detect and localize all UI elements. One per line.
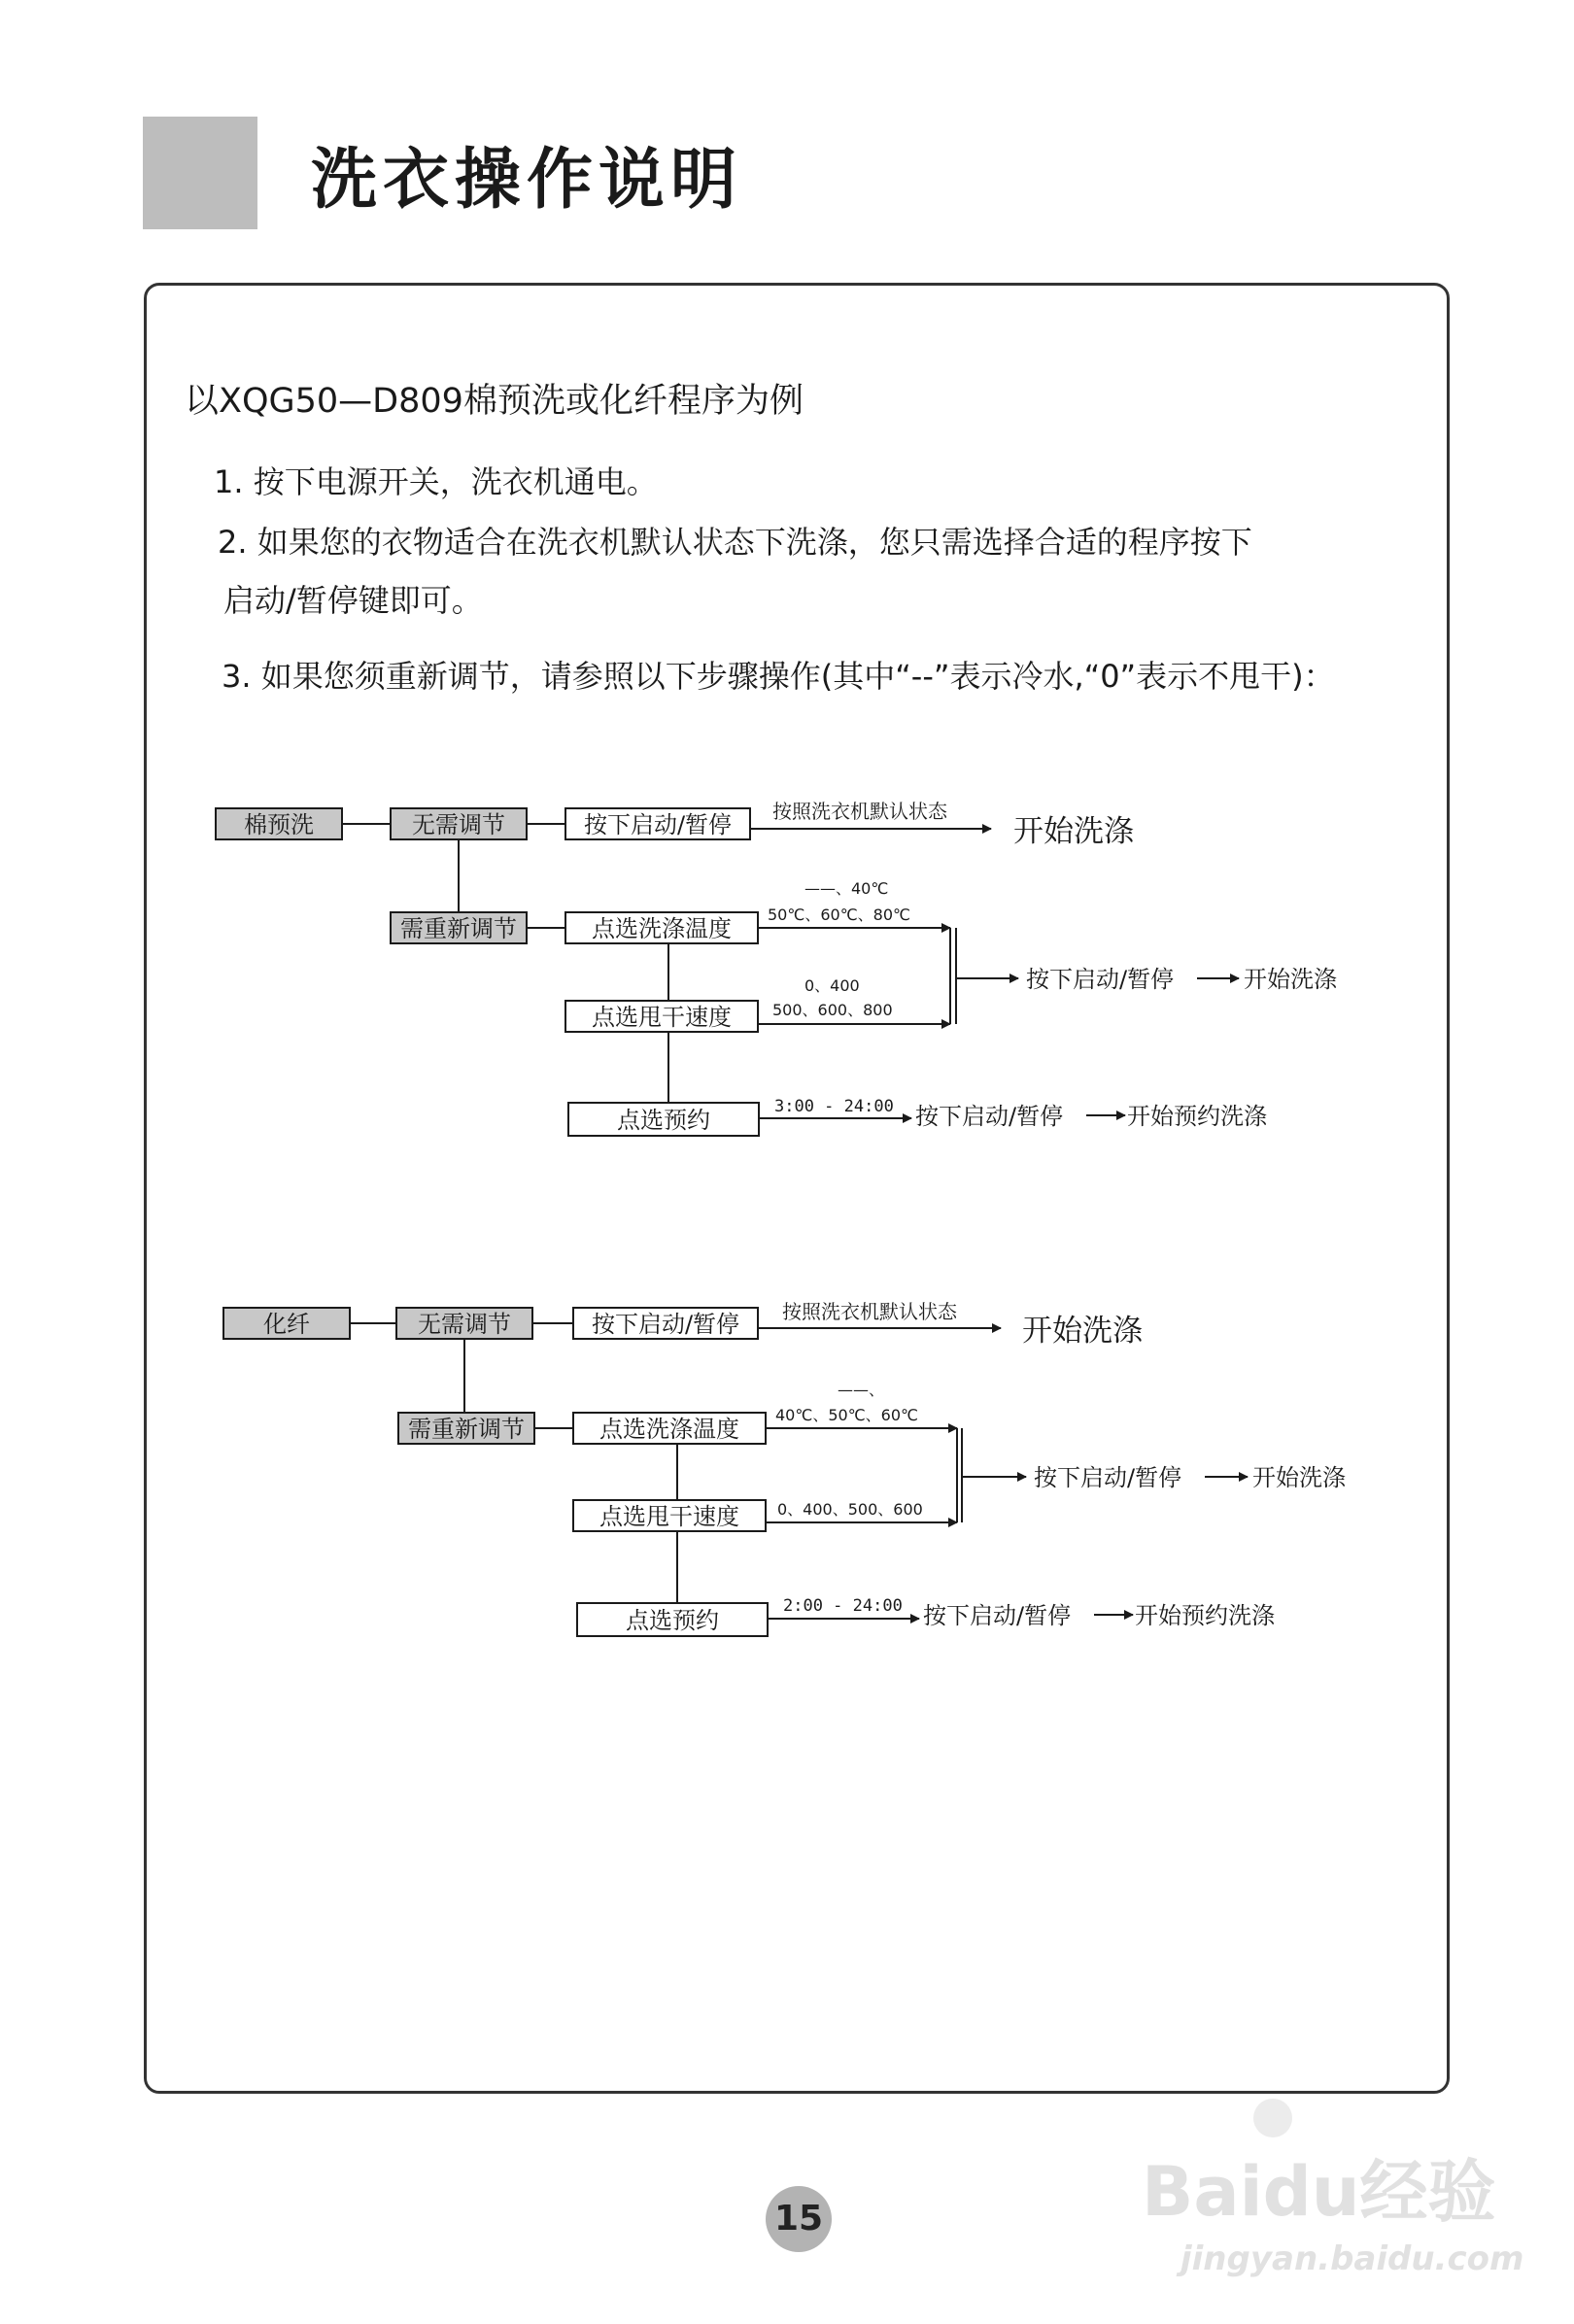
temp-options-1: ——、40℃ (804, 879, 889, 898)
merge-press-label: 按下启动/暂停 (1026, 966, 1175, 993)
need-adjust-label-2: 需重新调节 (408, 1416, 525, 1443)
start-wash-label-2: 开始洗涤 (1022, 1314, 1143, 1349)
spin-options-1: 0、400 (804, 976, 860, 995)
default-state-note: 按照洗衣机默认状态 (772, 800, 947, 823)
schedule-start-label: 开始预约洗涤 (1127, 1103, 1267, 1130)
merge-start-label-2: 开始洗涤 (1252, 1464, 1346, 1491)
watermark-url: jingyan.baidu.com (1180, 2239, 1524, 2278)
page-title: 洗衣操作说明 (311, 142, 743, 219)
no-adjust-label: 无需调节 (412, 811, 505, 838)
spin-options-2: 500、600、800 (772, 1001, 893, 1019)
step-2-continued: 启动/暂停键即可。 (223, 582, 483, 619)
schedule-start-label-2: 开始预约洗涤 (1135, 1602, 1275, 1629)
step-1: 1. 按下电源开关，洗衣机通电。 (214, 463, 658, 500)
temp-options-2: 50℃、60℃、80℃ (768, 906, 910, 924)
press-start-label: 按下启动/暂停 (583, 811, 733, 838)
spin-options-2-1: 0、400、500、600 (777, 1500, 923, 1519)
temp-options-2-1: ——、 (838, 1381, 885, 1399)
flowchart-cotton-prewash-text (244, 800, 1338, 1134)
spin-label-2: 点选甩干速度 (599, 1503, 739, 1530)
schedule-label: 点选预约 (617, 1107, 710, 1134)
schedule-press-label-2: 按下启动/暂停 (923, 1602, 1072, 1629)
temp-options-2-2: 40℃、50℃、60℃ (775, 1406, 918, 1424)
program-label-synthetic: 化纤 (263, 1311, 310, 1338)
schedule-label-2: 点选预约 (626, 1607, 719, 1634)
paw-watermark-icon (1253, 2099, 1292, 2137)
temp-label: 点选洗涤温度 (592, 915, 732, 942)
flowchart-synthetic-text (263, 1300, 1347, 1634)
program-label-cotton: 棉预洗 (244, 811, 314, 838)
merge-press-label-2: 按下启动/暂停 (1034, 1464, 1182, 1491)
default-state-note-2: 按照洗衣机默认状态 (782, 1300, 957, 1323)
merge-start-label: 开始洗涤 (1244, 966, 1337, 993)
schedule-range-2: 2:00 - 24:00 (783, 1596, 903, 1616)
spin-label: 点选甩干速度 (592, 1004, 732, 1031)
no-adjust-label-2: 无需调节 (418, 1311, 511, 1338)
temp-label-2: 点选洗涤温度 (599, 1416, 739, 1443)
schedule-press-label: 按下启动/暂停 (915, 1103, 1064, 1130)
press-start-label-2: 按下启动/暂停 (591, 1311, 740, 1338)
step-2: 2. 如果您的衣物适合在洗衣机默认状态下洗涤，您只需选择合适的程序按下 (218, 524, 1252, 561)
schedule-range: 3:00 - 24:00 (774, 1097, 894, 1116)
watermark-logo: Baidu经验 (1142, 2152, 1496, 2232)
start-wash-label: 开始洗涤 (1013, 814, 1134, 849)
page-number: 15 (766, 2186, 832, 2252)
need-adjust-label: 需重新调节 (400, 915, 517, 942)
step-3: 3. 如果您须重新调节，请参照以下步骤操作(其中“--”表示冷水,“0”表示不甩干)： (222, 658, 1335, 695)
intro-line: 以XQG50—D809棉预洗或化纤程序为例 (185, 382, 804, 421)
